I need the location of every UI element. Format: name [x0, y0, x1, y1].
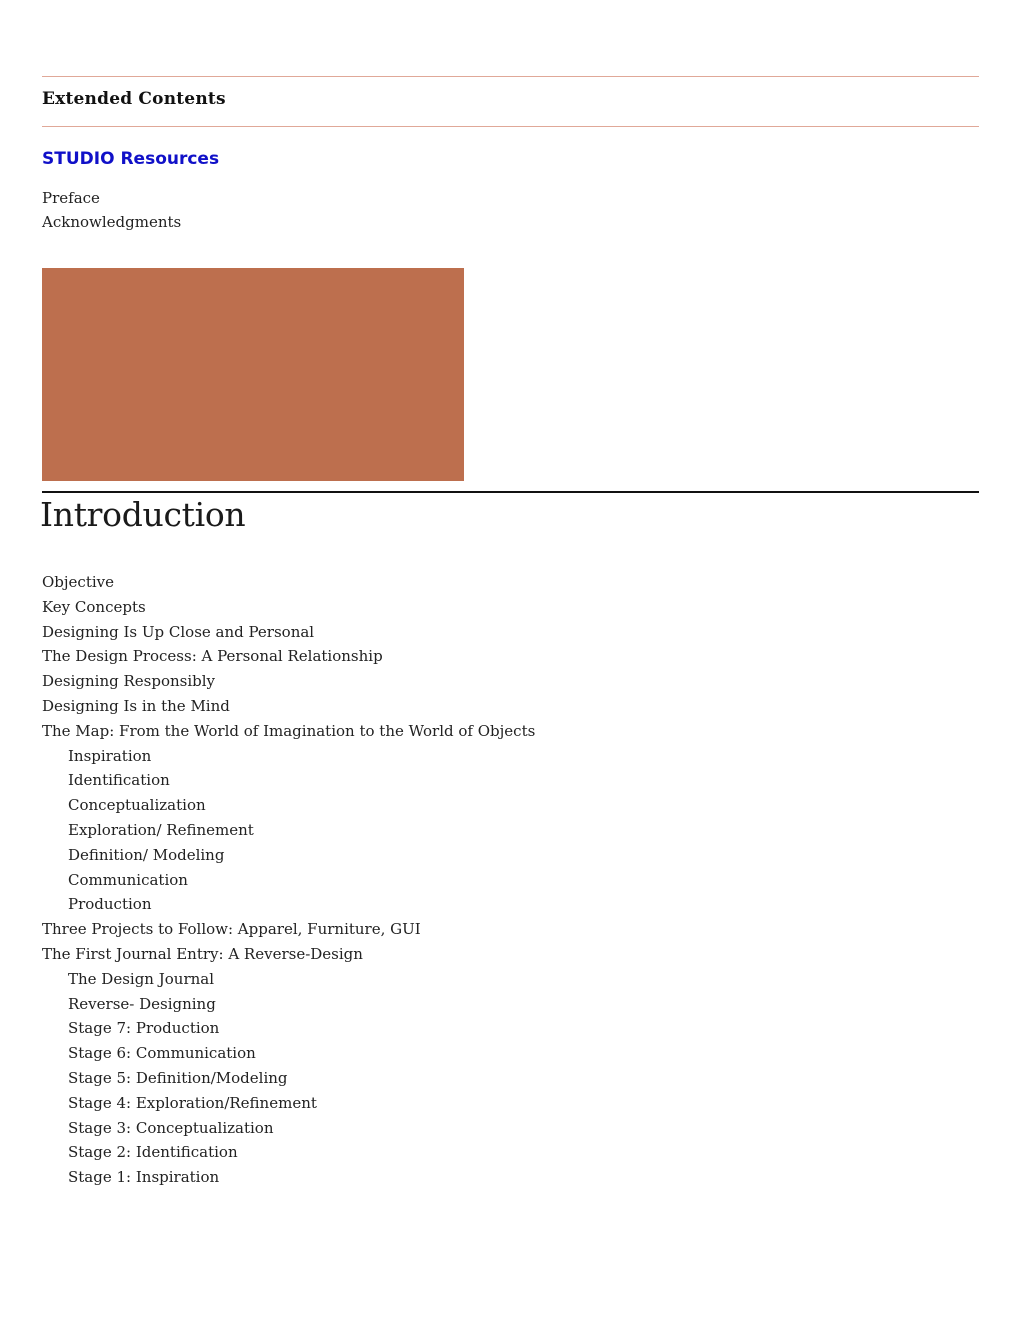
toc-entry[interactable]: Objective — [42, 573, 115, 591]
toc-entry[interactable]: Key Concepts — [42, 597, 146, 616]
toc-subentry[interactable]: Exploration/ Refinement — [68, 820, 254, 839]
toc-entry[interactable]: The Design Process: A Personal Relationship — [42, 647, 383, 666]
chapter-divider — [42, 491, 979, 493]
toc-link-preface[interactable]: Preface — [42, 189, 100, 207]
toc-subentry[interactable]: Stage 4: Exploration/Refinement — [68, 1093, 317, 1112]
toc-subentry[interactable]: Communication — [68, 870, 188, 889]
toc-entry[interactable]: The First Journal Entry: A Reverse-Design — [42, 944, 363, 963]
toc-subentry[interactable]: Stage 3: Conceptualization — [68, 1118, 274, 1137]
toc-link-acknowledgments[interactable]: Acknowledgments — [42, 213, 182, 231]
toc-subentry[interactable]: Stage 6: Communication — [68, 1044, 256, 1063]
toc-subentry[interactable]: Reverse- Designing — [68, 994, 216, 1013]
toc-subentry[interactable]: Definition/ Modeling — [68, 845, 225, 864]
header-bottom-rule — [42, 126, 979, 127]
chapter-toc-list — [42, 570, 535, 1190]
toc-subentry[interactable]: The Design Journal — [68, 969, 215, 988]
toc-subentry[interactable]: Identification — [68, 771, 170, 790]
chapter-title: Introduction — [40, 495, 246, 534]
studio-resources-link[interactable]: STUDIO Resources — [42, 149, 220, 169]
toc-subentry[interactable]: Inspiration — [68, 746, 152, 765]
toc-entry[interactable]: Designing Is in the Mind — [42, 696, 230, 715]
toc-entry[interactable]: Designing Is Up Close and Personal — [42, 622, 315, 641]
toc-subentry[interactable]: Conceptualization — [68, 796, 206, 815]
toc-subentry[interactable]: Stage 1: Inspiration — [68, 1168, 220, 1187]
toc-entry[interactable]: The Map: From the World of Imagination to the World of Objects — [42, 721, 536, 740]
toc-subentry[interactable]: Production — [68, 895, 152, 914]
page-title: Extended Contents — [42, 89, 226, 109]
toc-subentry[interactable]: Stage 5: Definition/Modeling — [68, 1068, 288, 1087]
header-top-rule — [42, 76, 979, 77]
toc-entry[interactable]: Designing Responsibly — [42, 672, 216, 691]
toc-subentry[interactable]: Stage 2: Identification — [68, 1143, 238, 1162]
toc-entry[interactable]: Three Projects to Follow: Apparel, Furniture, GUI — [42, 920, 421, 939]
toc-subentry[interactable]: Stage 7: Production — [68, 1019, 220, 1038]
chapter-color-block — [42, 268, 464, 481]
front-matter-list — [42, 186, 181, 234]
